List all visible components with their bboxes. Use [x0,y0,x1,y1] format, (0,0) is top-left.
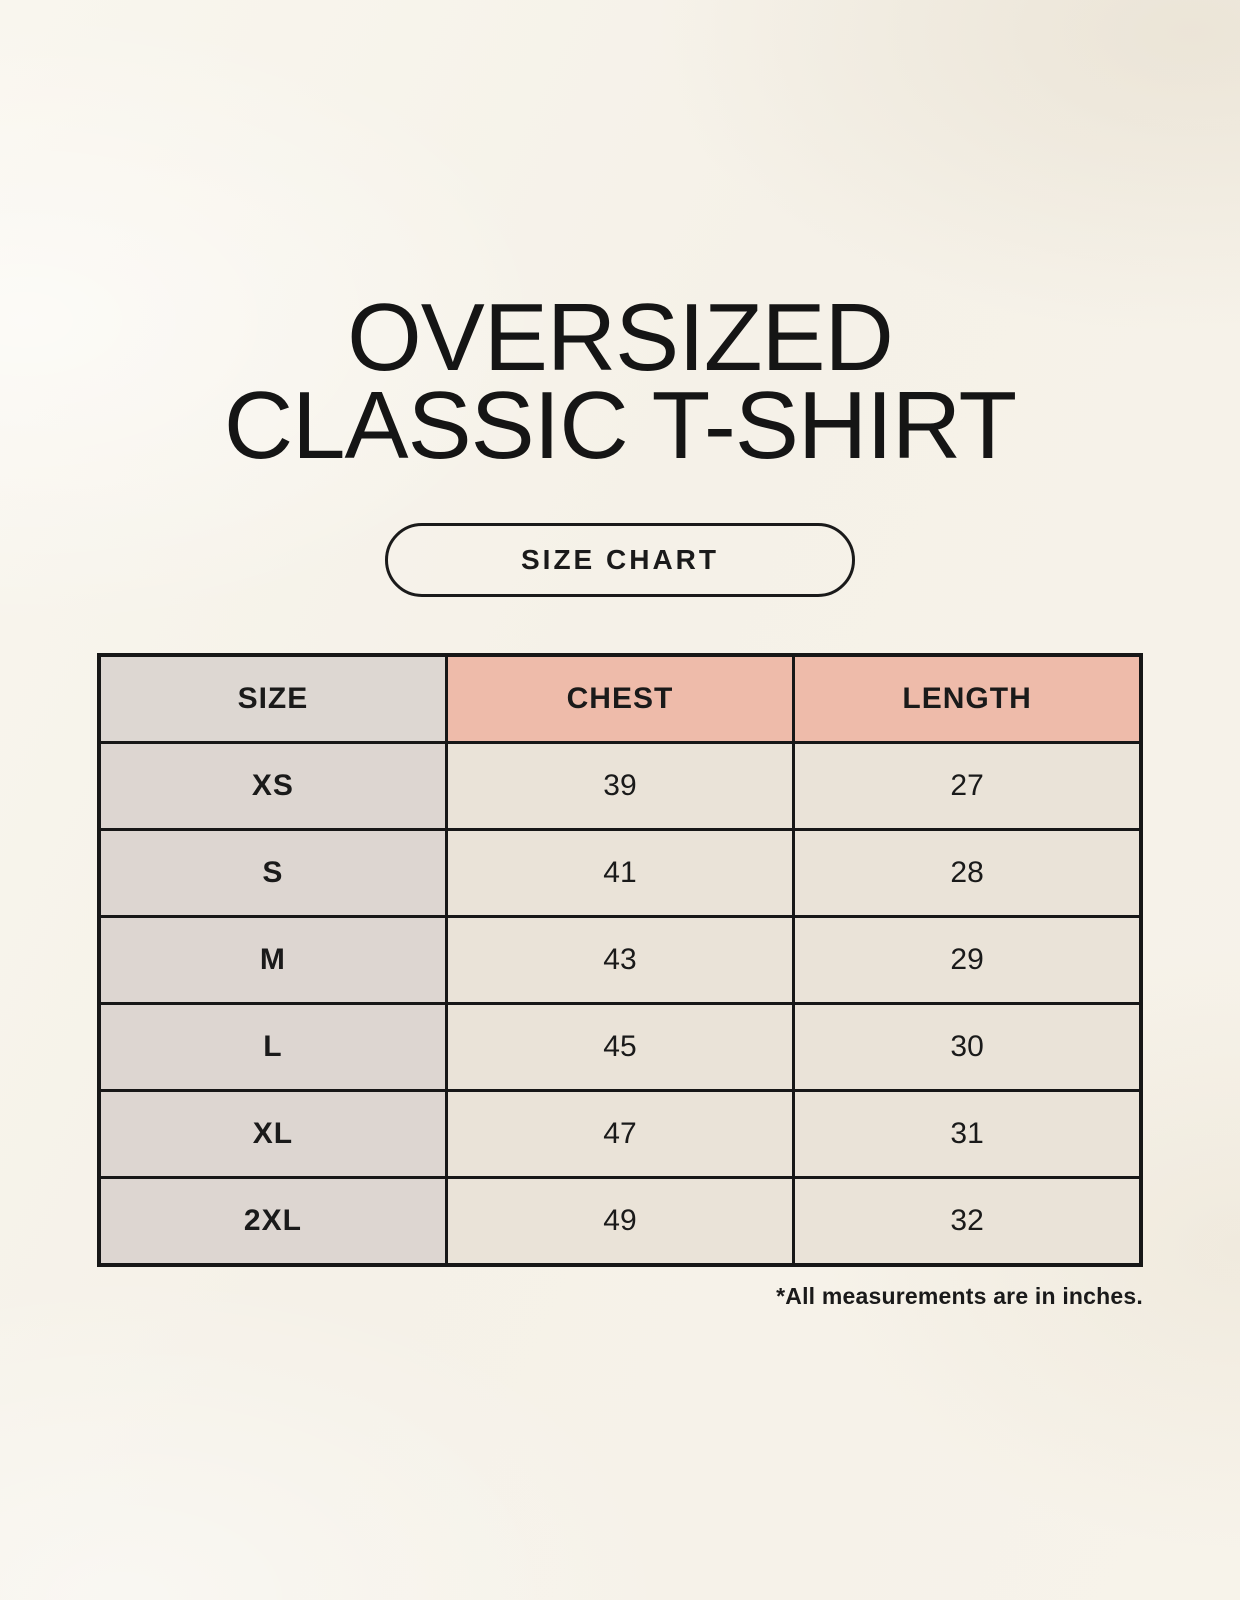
table-row [99,917,1141,1004]
measurements-footnote: *All measurements are in inches. [776,1282,1143,1309]
length-value-cell: 31 [794,1091,1141,1178]
size-label-cell: XS [99,743,446,830]
table-row [99,830,1141,917]
size-label-cell: 2XL [99,1178,446,1265]
size-label-cell: M [99,917,446,1004]
table-header-row [99,655,1141,743]
product-title-line-1: OVERSIZED [347,284,893,391]
chest-value-cell: 49 [446,1178,793,1265]
size-label-cell: S [99,830,446,917]
length-value-cell: 32 [794,1178,1141,1265]
chest-value-cell: 43 [446,917,793,1004]
length-value-cell: 28 [794,830,1141,917]
chest-value-cell: 39 [446,743,793,830]
length-value-cell: 30 [794,1004,1141,1091]
product-title-line-2: CLASSIC T-SHIRT [223,372,1017,480]
product-title [0,0,1240,480]
table-row [99,743,1141,830]
column-header-size: SIZE [99,655,446,743]
size-label-cell: L [99,1004,446,1091]
table-row [99,1178,1141,1265]
size-chart-badge-row [0,523,1240,597]
size-chart-table [97,653,1143,1267]
size-label-cell: XL [99,1091,446,1178]
chest-value-cell: 45 [446,1004,793,1091]
chest-value-cell: 47 [446,1091,793,1178]
table-row [99,1091,1141,1178]
table-row [99,1004,1141,1091]
size-chart-badge-label: SIZE CHART [521,543,719,575]
length-value-cell: 27 [794,743,1141,830]
column-header-chest: CHEST [446,655,793,743]
chest-value-cell: 41 [446,830,793,917]
length-value-cell: 29 [794,917,1141,1004]
column-header-length: LENGTH [794,655,1141,743]
size-chart-badge [385,523,855,597]
